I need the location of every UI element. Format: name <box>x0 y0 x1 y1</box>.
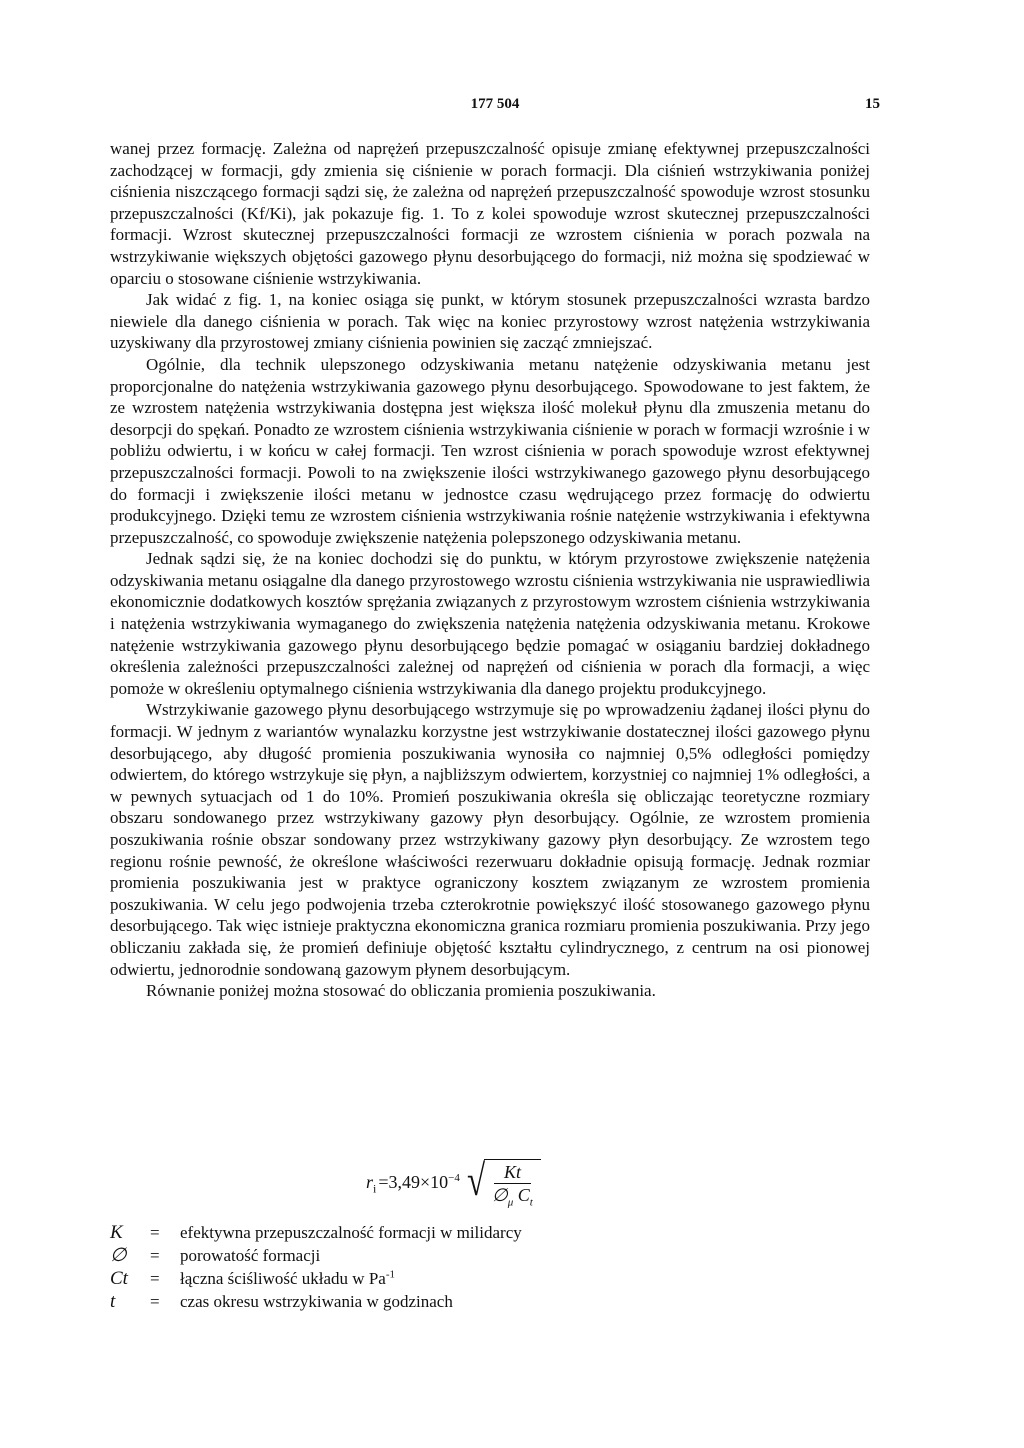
fraction-numerator: Kt <box>494 1162 531 1184</box>
paragraph: Jak widać z fig. 1, na koniec osiąga się punkt, w którym stosunek przepuszczalności wzrasta bardzo niewiele dla danego ciśnienia w porach. Tak więc na koniec przyrostowy wzrost natężenia wstrzykiwania uzyskiwany dla przyrostowej zmiany ciśnienia powinien się zacząć zmniejszać. <box>110 290 870 353</box>
radius-equation <box>366 1152 541 1212</box>
definition-text: efektywna przepuszczalność formacji w milidarcy <box>180 1223 522 1242</box>
radical-sign-icon: √ <box>466 1155 486 1205</box>
definition-symbol: ∅ <box>110 1245 127 1266</box>
definition-text: porowatość formacji <box>180 1246 321 1265</box>
definition-symbol: t <box>110 1291 116 1312</box>
paragraph: Jednak sądzi się, że na koniec dochodzi się do punktu, w którym przyrostowe zwiększenie natężenia odzyskiwania metanu osiągalne dla danego przyrostowego wzrostu ciśnienia wstrzykiwania nie usprawiedliwia ekonomicznie dodatkowych kosztów sprężania związanych z przyrostowym wzrostem ciśnienia wstrzykiwania i natężenia wstrzykiwania wymaganego do zwiększenia natężenia natężenia odzyskiwania metanu. Krokowe natężenie wstrzykiwania gazowego płynu desorbującego będzie pomagać w osiąganiu bardziej dokładnego określenia zależności przepuszczalności zależnej od naprężeń od ciśnienia w porach dla formacji, a więc pomoże w określeniu optymalnego ciśnienia wstrzykiwania dla danego projektu produkcyjnego. <box>110 549 870 698</box>
definition-equals: = <box>150 1269 160 1288</box>
fraction-denominator: $\emptyset_\mu$ $C_t$ <box>492 1184 533 1209</box>
definition-row <box>110 1290 810 1313</box>
definition-equals: = <box>150 1246 160 1265</box>
definition-equals: = <box>150 1223 160 1242</box>
paragraph: wanej przez formację. Zależna od naprężeń przepuszczalność opisuje zmianę efektywnej przepuszczalności zachodzącej w formacji, gdy zmienia się ciśnienie w porach formacji. Dla ciśnień wstrzykiwania poniżej ciśnienia niszczącego formacji sądzi się, że zależna od naprężeń przepuszczalność spowoduje wzrost stosunku przepuszczalności (Kf/Ki), jak pokazuje fig. 1. To z kolei spowoduje wzrost skutecznej przepuszczalności formacji. Wzrost skutecznej przepuszczalności formacji ze wzrostem ciśnienia w porach pozwala na wstrzykiwanie większych objętości gazowego płynu desorbującego do formacji, niż można się spodziewać w oparciu o stosowane ciśnienie wstrzykiwania. <box>110 139 870 288</box>
equation-lhs: $r_i$ <box>366 1171 377 1196</box>
paragraph: Ogólnie, dla technik ulepszonego odzyskiwania metanu natężenie odzyskiwania metanu jest proporcjonalne do natężenia wstrzykiwania gazowego płynu desorbującego. Spowodowane to jest faktem, że ze wzrostem natężenia wstrzykiwania dostępna jest większa ilość molekuł płynu dla zmuszenia metanu do desorpcji do spękań. Ponadto ze wzrostem ciśnienia wstrzykiwania ciśnienie w porach w formacji wzrośnie i w pobliżu odwiertu, i w końcu w całej formacji. Ten wzrost ciśnienia w porach spowoduje wzrost efektywnej przepuszczalności formacji. Powoli to na zwiększenie ilości wstrzykiwanego gazowego płynu desorbującego do formacji i zwiększenie ilości metanu w jednostce czasu wędrującego przez formację do odwiertu produkcyjnego. Dzięki temu ze wzrostem ciśnienia wstrzykiwania rośnie natężenie wstrzykiwania i efektywna przepuszczalność, co spowoduje zwiększenie natężenia polepszonego odzyskiwania metanu. <box>110 354 870 547</box>
definition-text: łączna ściśliwość układu w $Pa^{-1}$ <box>180 1268 396 1288</box>
page-header <box>110 96 880 120</box>
definition-equals: = <box>150 1292 160 1311</box>
symbol-definitions <box>110 1221 810 1313</box>
definition-text: czas okresu wstrzykiwania w godzinach <box>180 1292 453 1311</box>
paragraph: Równanie poniżej można stosować do obliczania promienia poszukiwania. <box>146 981 656 1001</box>
body-text <box>110 138 870 1002</box>
definition-symbol: K <box>110 1222 123 1243</box>
paragraph: Wstrzykiwanie gazowego płynu desorbującego wstrzymuje się po wprowadzeniu żądanej ilości płynu do formacji. W jednym z wariantów wynalazku korzystne jest wstrzykiwanie dostatecznej ilości gazowego płynu desorbującego, aby długość promienia poszukiwania wynosiła co najmniej 0,5% odległości pomiędzy odwiertem, do którego wstrzykuje się płyn, a najbliższym odwiertem, korzystniej co najmniej 1% odległości, a w pewnych sytuacjach od 1 do 10%. Promień poszukiwania określa się obliczając teoretyczne rozmiary obszaru sondowanego przez wstrzykiwany gazowy płyn desorbujący. Ogólnie, ze wzrostem promienia poszukiwania rośnie obszar sondowany przez wstrzykiwany gazowy płyn desorbujący. Ze wzrostem tego regionu rośnie pewność, że określone właściwości rezerwuaru dokładnie opisują formację. Jednak rozmiar promienia poszukiwania jest w praktyce ograniczony kosztem związanym ze wzrostem promienia poszukiwania. W celu jego podwojenia trzeba czterokrotnie powiększyć ilość stosowanego gazowego płynu desorbującego. Tak więc istnieje praktyczna ekonomiczna granica rozmiaru promienia poszukiwania. Przy jego obliczaniu zakłada się, że promień definiuje objętość kształtu cylindrycznego, z centrum na osi pionowej odwiertu, jednorodnie sondowaną gazowym płynem desorbującym. <box>110 700 870 979</box>
definition-row <box>110 1221 810 1244</box>
definition-symbol: Ct <box>110 1268 128 1289</box>
document-number: 177 504 <box>470 96 520 112</box>
definition-row <box>110 1244 810 1267</box>
fraction <box>484 1159 541 1209</box>
definition-row <box>110 1267 810 1290</box>
square-root <box>464 1155 541 1209</box>
page-number: 15 <box>865 96 880 112</box>
equation-coefficient: $=3,49\times 10^{-4}$ <box>378 1171 460 1192</box>
